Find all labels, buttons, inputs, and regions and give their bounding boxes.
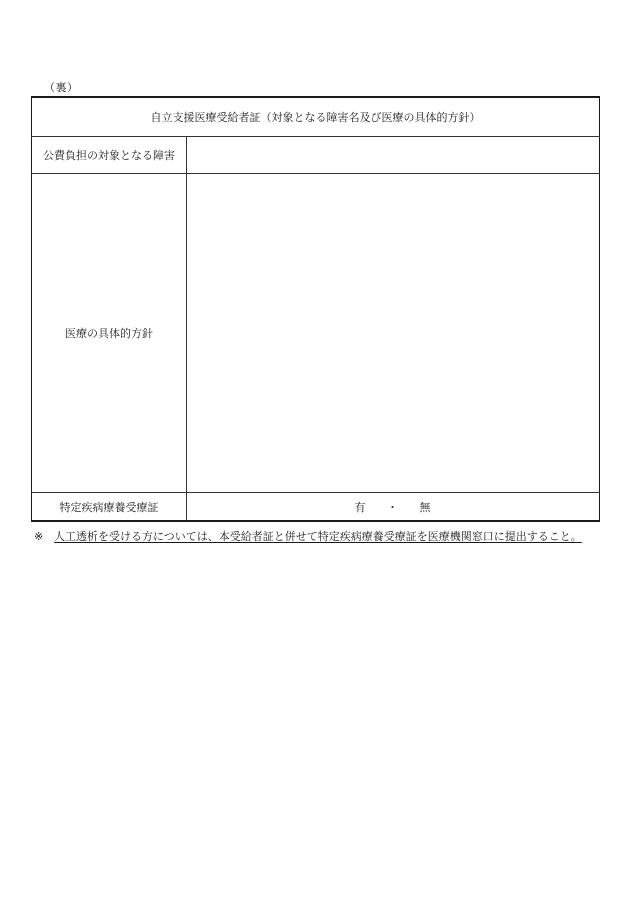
target-disability-field[interactable] bbox=[187, 137, 600, 174]
table-title: 自立支援医療受給者証（対象となる障害名及び医療の具体的方針） bbox=[32, 97, 600, 137]
table-row bbox=[32, 493, 600, 522]
medical-policy-field[interactable] bbox=[187, 174, 600, 493]
table-title-row bbox=[32, 97, 600, 137]
cert-option-no[interactable]: 無 bbox=[419, 500, 432, 514]
page-side-label: （裏） bbox=[44, 81, 79, 94]
cert-option-separator: ・ bbox=[387, 500, 399, 514]
target-disability-label: 公費負担の対象となる障害 bbox=[32, 137, 187, 174]
footnote-mark: ※ bbox=[34, 530, 44, 543]
cert-option-yes[interactable]: 有 bbox=[354, 500, 367, 514]
table-row bbox=[32, 137, 600, 174]
table-row bbox=[32, 174, 600, 493]
footnote-text: 人工透析を受ける方については、本受給者証と併せて特定疾病療養受療証を医療機関窓口に提出すること。 bbox=[54, 530, 582, 543]
specific-disease-cert-label: 特定疾病療養受療証 bbox=[32, 493, 187, 522]
footnote bbox=[34, 528, 582, 544]
benefit-certificate-table bbox=[31, 96, 600, 522]
medical-policy-label: 医療の具体的方針 bbox=[32, 174, 187, 493]
specific-disease-cert-choice bbox=[187, 493, 600, 522]
